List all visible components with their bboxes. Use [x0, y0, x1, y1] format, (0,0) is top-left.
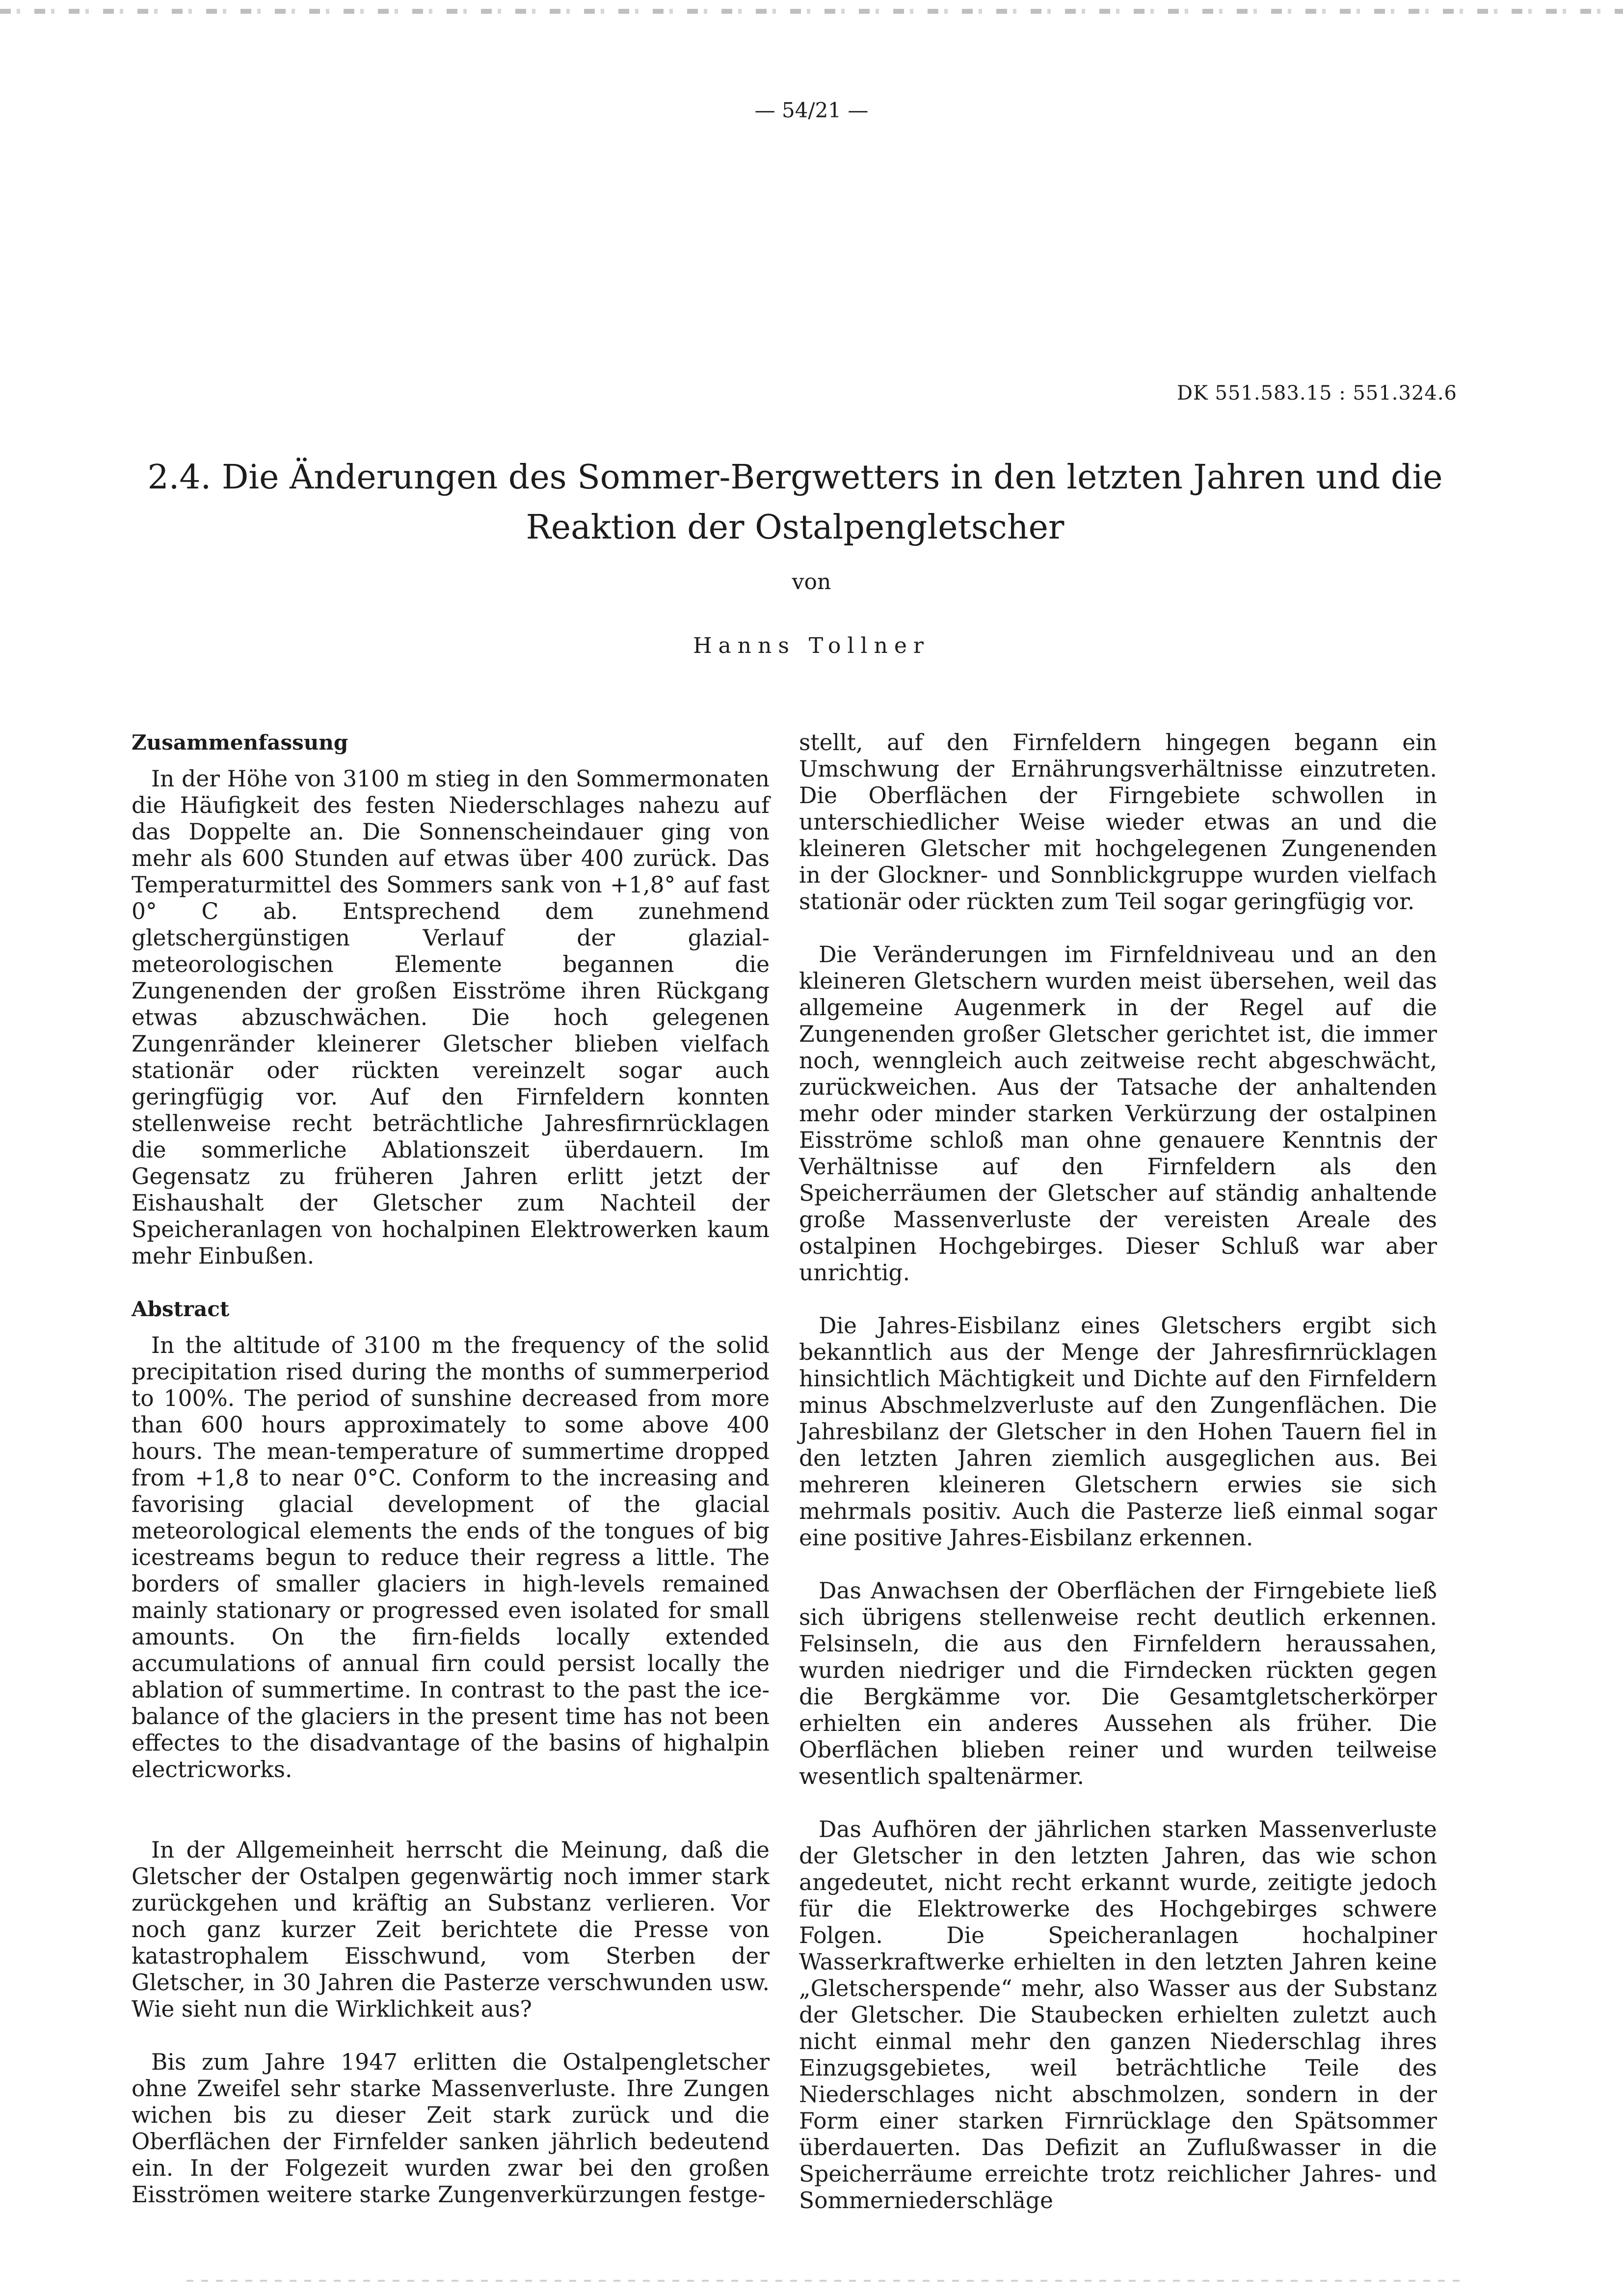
- body-paragraph: Die Jahres-Eisbilanz eines Gletschers ergibt sich bekanntlich aus der Menge der Jahresfirnrücklagen hinsichtlich Mächtigkeit und Dichte auf den Firnfeldern minus Abschmelzverluste auf den Zungenflächen. Die Jahresbilanz der Gletscher in den Hohen Tauern fiel in den letzten Jahren ziemlich ausgeglichen aus. Bei mehreren kleineren Gletschern erwies sie sich mehrmals positiv. Auch die Pasterze ließ einmal sogar eine positive Jahres-Eisbilanz erkennen.: [799, 1313, 1437, 1551]
- author-name: Hanns Tollner: [693, 633, 930, 658]
- body-paragraph-continued: stellt, auf den Firnfeldern hingegen begann ein Umschwung der Ernährungsverhältnisse einzutreten. Die Oberflächen der Firngebiete schwollen in unterschiedlicher Weise wieder etwas an und die kleineren Gletscher mit hochgelegenen Zungenenden in der Glockner- und Sonnblickgruppe wurden vielfach stationär oder rückten zum Teil sogar geringfügig vor.: [799, 729, 1437, 915]
- title-line-1: 2.4. Die Änderungen des Sommer-Bergwetters in den letzten Jahren und die: [147, 458, 1443, 497]
- page-number: — 54/21 —: [754, 98, 869, 122]
- abstract-text: In the altitude of 3100 m the frequency of the solid precipitation rised during the months of summerperiod to 100%. The period of sunshine decreased from more than 600 hours approximately to some above 400 hours. The mean-temperature of summertime dropped from +1,8 to near 0°C. Conform to the increasing and favorising glacial development of the glacial meteorological elements the ends of the tongues of big icestreams begun to reduce their regress a little. The borders of smaller glaciers in high-levels remained mainly stationary or progressed even isolated for small amounts. On the firn-fields locally extended accumulations of annual firn could persist locally the ablation of summertime. In contrast to the past the ice-balance of the glaciers in the present time has not been effectes to the disadvantage of the basins of highalpin electricworks.: [132, 1332, 770, 1783]
- right-column: [799, 729, 1437, 2214]
- title-line-2: Reaktion der Ostalpengletscher: [526, 508, 1064, 547]
- abstract-heading: Abstract: [132, 1297, 230, 1321]
- body-paragraph: Das Anwachsen der Oberflächen der Firngebiete ließ sich übrigens stellenweise recht deutlich erkennen. Felsinseln, die aus den Firnfeldern heraussahen, wurden niedriger und die Firndecken rückten gegen die Bergkämme vor. Die Gesamtgletscherkörper erhielten ein anderes Aussehen als früher. Die Oberflächen blieben reiner und wurden teilweise wesentlich spaltenärmer.: [799, 1578, 1437, 1789]
- body-paragraph: Die Veränderungen im Firnfeldniveau und an den kleineren Gletschern wurden meist übersehen, weil das allgemeine Augenmerk in der Regel auf die Zungenenden großer Gletscher gerichtet ist, die immer noch, wenngleich auch zeitweise recht abgeschwächt, zurückweichen. Aus der Tatsache der anhaltenden mehr oder minder starken Verkürzung der ostalpinen Eisströme schloß man ohne genauere Kenntnis der Verhältnisse auf den Firnfeldern als den Speicherräumen der Gletscher auf ständig anhaltende große Massenverluste der vereisten Areale des ostalpinen Hochgebirges. Dieser Schluß war aber unrichtig.: [799, 942, 1437, 1286]
- body-paragraph: Das Aufhören der jährlichen starken Massenverluste der Gletscher in den letzten Jahren, das wie schon angedeutet, nicht recht erkannt wurde, zeitigte jedoch für die Elektrowerke des Hochgebirges schwere Folgen. Die Speicheranlagen hochalpiner Wasserkraftwerke erhielten in den letzten Jahren keine „Gletscherspende“ mehr, also Wasser aus der Substanz der Gletscher. Die Staubecken erhielten zuletzt auch nicht einmal mehr den ganzen Niederschlag ihres Einzugsgebietes, weil beträchtliche Teile des Niederschlages nicht abschmolzen, sondern in der Form einer starken Firnrücklage den Spätsommer überdauerten. Das Defizit an Zuflußwasser in die Speicherräume erreichte trotz reichlicher Jahres- und Sommerniederschläge: [799, 1816, 1437, 2214]
- classification-code: DK 551.583.15 : 551.324.6: [1176, 382, 1457, 405]
- left-column: [132, 729, 770, 2208]
- zusammenfassung-heading: Zusammenfassung: [132, 730, 348, 755]
- zusammenfassung-text: In der Höhe von 3100 m stieg in den Sommermonaten die Häufigkeit des festen Niederschlages nahezu auf das Doppelte an. Die Sonnenscheindauer ging von mehr als 600 Stunden auf etwas über 400 zurück. Das Temperaturmittel des Sommers sank von +1,8° auf fast 0° C ab. Entsprechend dem zunehmend gletschergünstigen Verlauf der glazial-meteorologischen Elemente begannen die Zungenenden der großen Eisströme ihren Rückgang etwas abzuschwächen. Die hoch gelegenen Zungenränder kleinerer Gletscher blieben vielfach stationär oder rückten vereinzelt sogar auch geringfügig vor. Auf den Firnfeldern konnten stellenweise recht beträchtliche Jahresfirnrücklagen die sommerliche Ablationszeit überdauern. Im Gegensatz zu früheren Jahren erlitt jetzt der Eishaushalt der Gletscher zum Nachteil der Speicheranlagen von hochalpinen Elektrowerken kaum mehr Einbußen.: [132, 766, 770, 1269]
- article-title: [128, 453, 1463, 553]
- body-paragraph: Bis zum Jahre 1947 erlitten die Ostalpengletscher ohne Zweifel sehr starke Massenverluste. Ihre Zungen wichen bis zu dieser Zeit stark zurück und die Oberflächen der Firnfelder sanken jährlich bedeutend ein. In der Folgezeit wurden zwar bei den großen Eisströmen weitere starke Zungenverkürzungen festge-: [132, 2049, 770, 2208]
- byline-von: von: [792, 569, 831, 594]
- body-paragraph: In der Allgemeinheit herrscht die Meinung, daß die Gletscher der Ostalpen gegenwärtig noch immer stark zurückgehen und kräftig an Substanz verlieren. Vor noch ganz kurzer Zeit berichtete die Presse von katastrophalem Eisschwund, vom Sterben der Gletscher, in 30 Jahren die Pasterze verschwunden usw. Wie sieht nun die Wirklichkeit aus?: [132, 1837, 770, 2022]
- scan-edge-bottom: [186, 2280, 1463, 2282]
- scan-edge-top: [0, 9, 1623, 14]
